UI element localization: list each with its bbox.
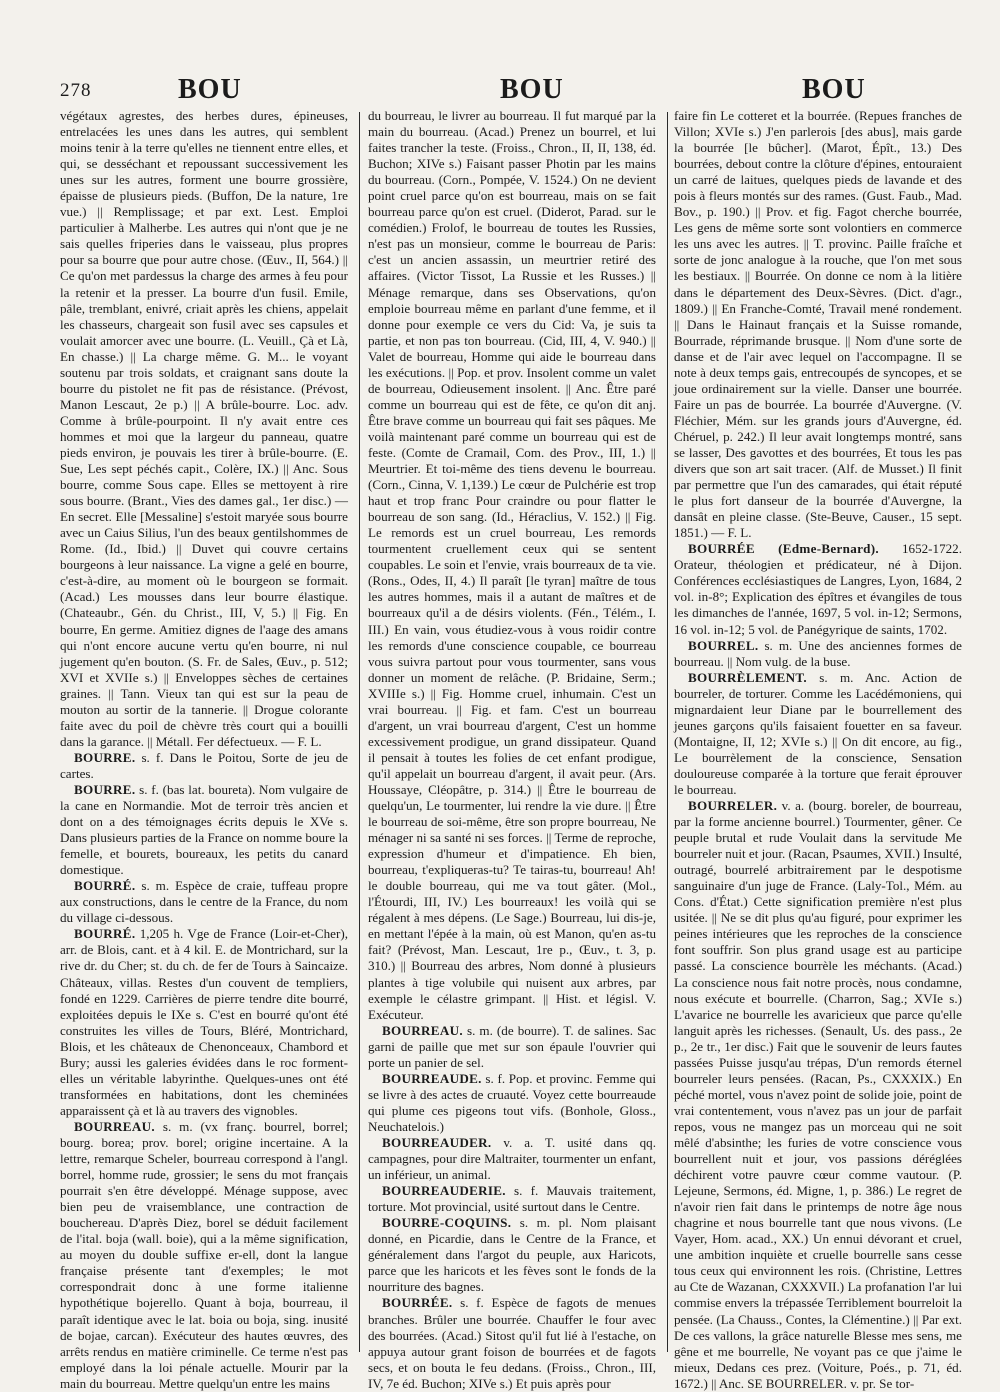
running-head-left: BOU	[178, 74, 242, 105]
page-number: 278	[60, 80, 92, 101]
headword: BOURREAU.	[382, 1022, 463, 1038]
entry-bourree-edme: BOURRÉE (Edme-Bernard). 1652-1722. Orateur, théologien et prédicateur, né à Dijon. Conférences ecclésiastiques de Langres, Lyon, 1684, 2 vol. in-8°; Explication des épîtres et évangiles de tous les dimanches de l'année, 1697, 5 vol. in-12; Sermons, 16 vol. in-12; 5 vol. de Panégyrique de saints, 1702.	[674, 541, 962, 637]
headword: BOURREAU.	[74, 1118, 155, 1134]
entry-bourrelement: BOURRÈLEMENT. s. m. Anc. Action de bourreler, de torturer. Comme les Lacédémoniens, qui mignardaient leur Diane par le bourrellement des jeunes garçons qu'ils faisaient fouetter en sa faveur. (Montaigne, II, 12; XVIe s.) || On dit encore, au fig., Le bourrèlement de la conscience, Sensation douloureuse comparée à la torture que ferait éprouver le bourreau.	[674, 669, 962, 797]
entry-bourre-cane: BOURRE. s. f. (bas lat. boureta). Nom vulgaire de la cane en Normandie. Mot de terroir très ancien et dont on a des témoignages écrits depuis le XVe s. Dans plusieurs parties de la France on nomme boure la femelle, et bourets, boureaux, les petits du canard domestique.	[60, 781, 348, 878]
entry-bourreaude: BOURREAUDE. s. f. Pop. et provinc. Femme qui se livre à des actes de cruauté. Voyez cette bourreaude qui plume ces pigeons tout vifs. (Bonhole, Gloss., Neuchatelois.)	[368, 1070, 656, 1134]
headword: BOURRE.	[74, 749, 136, 765]
headword: BOURREAUDER.	[382, 1135, 492, 1150]
headword: BOURRE-COQUINS.	[382, 1215, 512, 1231]
column-rule-2	[667, 112, 668, 1352]
column-3	[674, 108, 962, 1391]
entry-bourree: BOURRÉE. s. f. Espèce de fagots de menues branches. Brûler une bourrée. Chauffer le four avec des bourrées. (Acad.) Sitost qu'il fut lié à l'estache, on appuya autour grant foison de bourrées et de fagots secs, et on bouta le feu dedans. (Froiss., Chron., III, IV, 7e éd. Buchon; XIVe s.) Et puis après pour	[368, 1295, 656, 1391]
headword: BOURRÉ.	[74, 878, 136, 894]
entry-bourre-jeu: BOURRE. s. f. Dans le Poitou, Sorte de jeu de cartes.	[60, 749, 348, 781]
entry-bourreau-salines: BOURREAU. s. m. (de bourre). T. de salines. Sac garni de paille que met sur son épaule l'ouvrier qui porte un panier de sel.	[368, 1022, 656, 1070]
headword: BOURRÉE.	[382, 1295, 453, 1311]
paragraph: du bourreau, le livrer au bourreau. Il fut marqué par la main du bourreau. (Acad.) Prenez un bourrel, et lui faites trancher la teste. (Froiss., Chron., II, II, 138, éd. Buchon; XIVe s.) Faisant passer Photin par les mains du bourreau. (Corn., Pompée, V. 1524.) On ne devient point cruel parce qu'on est bourreau, mais on se fait bourreau parce qu'on est cruel. (Diderot, Parad. sur le comédien.) Frolof, le bourreau de toutes les Russies, n'est pas un monsieur, comme le bourreau de Paris: c'est un ancien assassin, un meurtrier retiré des affaires. (Victor Tissot, La Russie et les Russes.) || Ménage remarque, dans ses Observations, qu'on emploie bourreau même en parlant d'une femme, et il donne pour exemple ce vers du Cid: Va, je suis ta partie, et non pas ton bourreau. (Cid, III, 4, V. 940.) || Valet de bourreau, Homme qui aide le bourreau dans les exécutions. || Pop. et prov. Insolent comme un valet de bourreau, Odieusement insolent. || Anc. Être paré comme un bourreau qui est de fête, ce qu'on dit anj. Être brave comme un bourreau qui fait ses pâques. Me voilà maintenant paré comme un bourreau qui est de feste. (Comte de Cramail, Com. des Prov., III, 1.) || Meurtrier. Et toi-même des tiens devenu le bourreau. (Corn., Cinna, V. 1,139.) Le cœur de Pulchérie est trop haut et trop franc Pour craindre ou pour flatter le bourreau de son sang. (Id., Héraclius, V. 152.) || Fig. Le remords est un cruel bourreau, Les remords tourmentent cruellement ceux qui se sentent coupables. Le soin et l'envie, vrais bourreaux de ta vie. (Rons., Odes, II, 4.) Il paraît [le tyran] maître de tous les autres hommes, mais il a autant de maîtres et de bourreaux qu'il a de désirs violents. (Fén., Télém., I. III.) En vain, vous étudiez-vous à vous roidir contre les remords d'une conscience coupable, ce bourreau vous suivra partout pour vous tourmenter, sans vous donner un moment de relâche. (P. Bridaine, Serm.; XVIIIe s.) || Fig. Homme cruel, inhumain. C'est un vrai bourreau. || Fig. et fam. C'est un bourreau d'argent, un vrai bourreau d'argent, C'est un homme excessivement prodigue, un grand dissipateur. Quand il pensait à toutes les folies de cet enfant prodigue, qu'il appelait un bourreau d'argent, il avait peur. (Ars. Houssaye, Cléopâtre, p. 314.) || Être le bourreau de quelqu'un, Le tourmenter, lui rendre la vie dure. || Être le bourreau de soi-même, être son propre bourreau, Ne ménager ni sa santé ni ses forces. || Terme de reproche, expression d'humeur et d'impatience. Eh bien, bourreau, t'expliqueras-tu? Te tairas-tu, bourreau! Ah! le double bourreau, qui me va tout gâter. (Mol., l'Étourdi, III, IV.) Les bourreaux! les voilà qui se régalent à mes dépens. (Le Sage.) Bourreau, lui dis-je, en mettant l'épée à la main, où est Manon, qu'en as-tu fait? (Prévost, Man. Lescaut, 1re p., Œuv., t. 3, p. 310.) || Bourreau des arbres, Nom donné à plusieurs plantes à tige volubile qui nuisent aux arbres, par exemple le célastre grimpant. || Hist. et législ. V. Exécuteur.	[368, 108, 656, 1022]
paragraph: végétaux agrestes, des herbes dures, épineuses, entrelacées les unes dans les autres, qui semblent moins tenir à la terre qu'elles ne tiennent entre elles, et qui, se desséchant et repoussant successivement les unes sur les autres, forment une bourre grossière, épaisse de plusieurs pieds. (Buffon, De la nature, 1re vue.) || Remplissage; et par ext. Lest. Emploi particulier à Malherbe. Les autres qui n'ont que je ne sais quelles friperies dans le vaisseau, plus propres pour sa bourre que pour autre chose. (Œuv., II, 564.) || Ce qu'on met pardessus la charge des armes à feu pour la retenir et la presser. La bourre d'un fusil. Emile, pâle, tremblant, enivré, criait après les chiens, appelait les chasseurs, chargeait son fusil avec ses capsules et voulait amorcer avec une bourre. (L. Veuill., Çà et Là, En chasse.) || La charge même. G. M... le voyant soutenu par trois soldats, et craignant sans doute la bourre du pistolet ne fit pas de résistance. (Prévost, Manon Lescaut, 2e p.) || A brûle-bourre. Loc. adv. Comme à brûle-pourpoint. Il n'y avait entre ces hommes et moi que la largeur du panneau, quatre pieds environ, je pouvais les tirer à brûle-bourre. (E. Sue, Les sept péchés capit., Colère, IX.) || Anc. Sous bourre, comme Sous cape. Elles se mettoyent à rire sous bourre. (Brant., Vies des dames gal., 1er disc.) — En secret. Elle [Messaline] s'estoit maryée sous bourre avec un Caius Silius, l'un des beaux gentilshommes de Rome. (Id., Ibid.) || Duvet qui couvre certains bourgeons à leur naissance. La vigne a gelé en bourre, c'est-à-dire, au moment où le bourgeon se formait. (Acad.) Les mousses dans leur bourre élastique. (Chateaubr., Gén. du Christ., III, V, 5.) || Fig. En bourre, En germe. Amitiez dignes de l'aage des amans qui n'ont encore aucune vertu qu'en bourre, ni nul jugement qu'en bouton. (S. Fr. de Sales, Œuv., p. 512; XVI et XVIIe s.) || Enveloppes sèches de certaines graines. || Tann. Vieux tan qui est sur la peau de mouton au sortir de la tannerie. || Drogue colorante faite avec du poil de chèvre très court qui a bouilli dans la garance. || Métall. Fer défectueux. — F. L.	[60, 108, 348, 749]
headword: BOURREL.	[688, 637, 759, 653]
column-2	[368, 108, 656, 1391]
headword: BOURRELER.	[688, 798, 778, 814]
headword: BOURREAUDERIE.	[382, 1183, 506, 1199]
column-1	[60, 108, 348, 1391]
column-rule-1	[359, 112, 360, 1352]
entry-bourre-village: BOURRÉ. 1,205 h. Vge de France (Loir-et-Cher), arr. de Blois, cant. et à 4 kil. E. de Montrichard, sur la rive dr. du Cher; st. du ch. de fer de Tours à Saincaize. Châteaux, villas. Restes d'un couvent de templiers, fondé en 1229. Carrières de pierre tendre dite bourré, exploitées depuis le IXe s. C'est en bourré qu'ont été construites les villes de Tours, Bléré, Montrichard, Blois, et les châteaux de Chenonceaux, Chambord et Bury; aussi les galeries évidées dans le roc forment-elles un véritable labyrinthe. Quelques-unes ont été transformées en habitations, dont les cheminées apparaissent çà et là au travers des vignobles.	[60, 926, 348, 1118]
entry-bourreau: BOURREAU. s. m. (vx franç. bourrel, borrel; bourg. borea; prov. borel; origine incertaine. A la lettre, remarque Scheler, bourreau correspond à l'angl. borrel, homme rude, grossier; le sens du mot français pourrait s'en être développé. Ménage suppose, avec bien peu de vraisemblance, une contraction de bouchereau. D'après Diez, borel se déduit facilement de l'ital. boja (wall. boie), qui a la même signification, au moyen du double suffixe er-ell, dont la langue française présente tant d'exemples; le mot correspondrait donc à une forme italienne hypothétique bojerello. Quant à boja, bourreau, il paraît identique avec le lat. boia ou boja, sing. inusité de bojae, carcan). Exécuteur des hautes œuvres, des arrêts rendus en matière criminelle. Ce terme n'est pas employé dans la loi pénale actuelle. Mourir par la main du bourreau. Mettre quelqu'un entre les mains	[60, 1118, 348, 1391]
headword: BOURREAUDE.	[382, 1070, 482, 1086]
entry-bourreauderie: BOURREAUDERIE. s. f. Mauvais traitement, torture. Mot provincial, usité surtout dans le Centre.	[368, 1183, 656, 1215]
running-head-center: BOU	[500, 74, 564, 105]
entry-bourre-coquins: BOURRE-COQUINS. s. m. pl. Nom plaisant donné, en Picardie, dans le Centre de la France, et généralement dans l'argot du peuple, aux Haricots, parce que les haricots et les fèves sont le fonds de la nourriture des bagnes.	[368, 1215, 656, 1295]
page-header	[0, 70, 1000, 110]
entry-bourreauder: BOURREAUDER. v. a. T. usité dans qq. campagnes, pour dire Maltraiter, tourmenter un enfant, un inférieur, un animal.	[368, 1135, 656, 1183]
entry-bourreler: BOURRELER. v. a. (bourg. boreler, de bourreau, par la forme ancienne bourrel.) Tourmenter, gêner. Ce peuple brutal et rude Voulait dans la servitude Me bourreler nuit et jour. (Racan, Psaumes, XVII.) Insulté, outragé, bourrelé arbitrairement par le despotisme sanguinaire d'un juge de France. (Laly-Tol., Mém. au Cons. d'État.) Cette signification première n'est plus usitée. || Ne se dit plus qu'au figuré, pour exprimer les peines intérieures que les reproches de la conscience font souffrir. Son plus grand usage est au participe passé. La conscience bourrèle les méchants. (Acad.) La conscience nous fait notre procès, nous condamne, nous exécute et bourrelle. (Charron, Sag.; XVIe s.) L'avarice ne bourrelle les avaricieux que parce qu'elle languit après les richesses. (Senault, Us. des pass., 2e p., 2e tr., 1er disc.) Fait que le souvenir de leurs fautes passées Puisse jusqu'au trépas, D'un remords éternel bourreler leurs pensées. (Racan, Ps., CXXXIX.) En péché mortel, vous n'avez point de solide joie, point de vrai contentement, vous n'avez pas un jour de parfait repos, vous ne mangez pas un morceau qui ne soit mêlé d'absinthe; les furies de votre conscience vous bourrellent nuit et jour, vos passions déréglées déchirent votre pauvre cœur comme vautour. (P. Lejeune, Sermons, éd. Migne, 1, p. 386.) Le regret de n'avoir rien fait dans le printemps de notre âge nous chagrine et nous bourrelle tant que nous vivons. (Le Vayer, Hom. acad., XX.) Un ennui dévorant et cruel, une ambition inquiète et cruelle bourrelle sans cesse tous ceux qui environnent les rois. (Christine, Lettres au Cte de Wazanan, CXXXVII.) La profanation l'ar lui commise envers la trépassée Terriblement bourreloit la pensée. (La Chauss., Contes, la Clémentine.) || Par ext. De ces vallons, la grâce naturelle Blesse mes sens, me gêne et me bourrelle, Ne voyant pas ce que j'aime le mieux, Dedans ces prez. (Voiture, Poés., p. 71, éd. 1672.) || Anc. SE BOURRELER. v. pr. Se tor-	[674, 798, 962, 1391]
headword: BOURRE.	[74, 781, 136, 797]
entry-bourrel: BOURREL. s. m. Une des anciennes formes de bourreau. || Nom vulg. de la buse.	[674, 637, 962, 669]
running-head-right: BOU	[802, 74, 866, 105]
headword: BOURRÉ.	[74, 926, 136, 942]
headword: BOURRÉE (Edme-Bernard).	[688, 541, 879, 557]
entry-bourre-craie: BOURRÉ. s. m. Espèce de craie, tuffeau propre aux constructions, dans le centre de la France, du nom du village ci-dessous.	[60, 878, 348, 926]
paragraph: faire fin Le cotteret et la bourrée. (Repues franches de Villon; XVIe s.) J'en parlerois [des abus], mais garde la bourrée [le bûcher]. (Marot, Épît., 13.) Des bourrées, debout contre la clôture d'épines, entouraient un carré de laitues, quelques pieds de lavande et des pois à fleurs montés sur des rames. (Gust. Faub., Mad. Bov., p. 190.) || Prov. et fig. Fagot cherche bourrée, Les gens de même sorte sont volontiers en commerce les uns avec les autres. || T. provinc. Paille fraîche et sorte de jonc analogue à la rouche, que l'on met sous les bestiaux. || Bourrée. On donne ce nom à la litière dans le département des Deux-Sèvres. (Dict. d'agr., 1809.) || En Franche-Comté, Travail mené rondement. || Dans le Hainaut français et la Suisse romande, Bourrade, réprimande brusque. || Nom d'une sorte de danse et de l'air avec lequel on l'accompagne. Il se note à deux temps gais, entrecoupés de syncopes, et se joue ordinairement sur la vielle. Danser une bourrée. Faire un pas de bourrée. La bourrée d'Auvergne. (V. Fléchier, Mém. sur les grands jours d'Auvergne, éd. Chéruel, p. 242.) Il leur avait longtemps montré, sans se lasser, Des gavottes et des bourrées, Et tous les pas divers que son art sait tracer. (Alf. de Musset.) Il finit par permettre que l'un des camarades, qui était réputé le plus fort danseur de la bourrée d'Auvergne, la dansât en pleine classe. (Ste-Beuve, Causer., 15 sept. 1851.) — F. L.	[674, 108, 962, 541]
headword: BOURRÈLEMENT.	[688, 669, 807, 685]
